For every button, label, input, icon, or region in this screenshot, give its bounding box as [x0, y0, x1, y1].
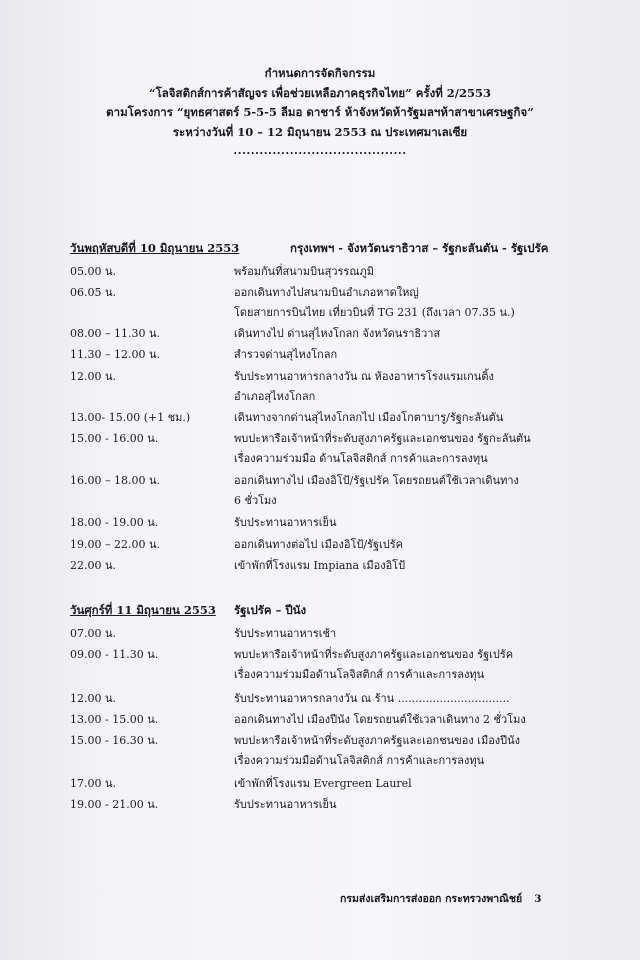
row-activity-text: รับประทานอาหารเย็น — [234, 798, 337, 811]
row-activity-text: พบปะหารือเจ้าหน้าที่ระดับสูงภาครัฐและเอกชนของ รัฐเปรัค — [234, 648, 514, 661]
document-header — [0, 64, 640, 157]
row-activity-detail: อำเภอสุไหงโกลก — [234, 390, 316, 403]
day2-route: รัฐเปรัค – ปีนัง — [234, 603, 307, 617]
row-time: 22.00 น. — [70, 559, 117, 572]
row-activity-detail: 6 ชั่วโมง — [234, 494, 277, 507]
row-activity — [234, 689, 510, 709]
row-activity — [234, 710, 526, 730]
header-dates: ระหว่างวันที่ 10 – 12 มิถุนายน 2553 ณ ประเทศมาเลเซีย — [172, 124, 468, 139]
row-activity-detail: เรื่องความร่วมมือด้านโลจิสติกส์ การค้าและการลงทุน — [234, 668, 485, 681]
row-activity-text: ออกเดินทางไปสนามบินอำเภอหาดใหญ่ — [234, 286, 419, 299]
row-activity — [234, 367, 494, 407]
row-activity — [234, 774, 412, 794]
day2-heading — [70, 602, 306, 620]
header-divider: ........................................ — [233, 144, 407, 157]
row-activity — [234, 283, 515, 323]
row-time: 13.00 - 15.00 น. — [70, 713, 159, 726]
header-subtitle: “โลจิสติกส์การค้าสัญจร เพื่อช่วยเหลือภาคธุรกิจไทย” ครั้งที่ 2/2553 — [148, 85, 492, 100]
row-activity — [234, 324, 440, 344]
row-activity-text: รับประทานอาหารเช้า — [234, 627, 337, 640]
row-time: 12.00 น. — [70, 370, 117, 383]
row-time: 16.00 – 18.00 น. — [70, 474, 160, 487]
row-activity-text: รับประทานอาหารเย็น — [234, 516, 337, 529]
row-activity-text: เข้าพักที่โรงแรม Impiana เมืองอิโป้ — [234, 559, 406, 572]
row-activity-detail: เรื่องความร่วมมือด้านโลจิสติกส์ การค้าและการลงทุน — [234, 754, 485, 767]
row-time: 09.00 - 11.30 น. — [70, 648, 159, 661]
row-activity-detail: โดยสายการบินไทย เที่ยวบินที่ TG 231 (ถึงเวลา 07.35 น.) — [234, 306, 515, 319]
row-time: 17.00 น. — [70, 777, 117, 790]
row-activity — [234, 471, 519, 511]
row-activity-text: เดินทางจากด่านสุไหงโกลกไป เมืองโกตาบารู/รัฐกะลันตัน — [234, 411, 504, 424]
row-time: 13.00- 15.00 (+1 ชม.) — [70, 411, 191, 424]
row-activity-text: พบปะหารือเจ้าหน้าที่ระดับสูงภาครัฐและเอกชนของ เมืองปีนัง — [234, 734, 521, 747]
row-time: 07.00 น. — [70, 627, 117, 640]
row-activity-text: เดินทางไป ด่านสุไหงโกลก จังหวัดนราธิวาส — [234, 327, 441, 340]
row-time: 19.00 – 22.00 น. — [70, 538, 160, 551]
row-time: 12.00 น. — [70, 692, 117, 705]
page-footer — [340, 890, 541, 907]
row-activity-detail: เรื่องความร่วมมือ ด้านโลจิสติกส์ การค้าและการลงทุน — [234, 452, 488, 465]
row-time: 06.05 น. — [70, 286, 117, 299]
row-activity — [234, 624, 336, 644]
row-activity — [234, 429, 531, 469]
row-time: 18.00 - 19.00 น. — [70, 516, 159, 529]
row-activity — [234, 795, 336, 815]
row-activity — [234, 262, 374, 282]
row-activity-text: ออกเดินทางไป เมืองอิโป้/รัฐเปรัค โดยรถยนต์ใช้เวลาเดินทาง — [234, 474, 519, 487]
row-activity-text: พบปะหารือเจ้าหน้าที่ระดับสูงภาครัฐและเอกชนของ รัฐกะลันตัน — [234, 432, 531, 445]
row-activity — [234, 535, 403, 555]
row-activity-text: ออกเดินทางต่อไป เมืองอิโป้/รัฐเปรัค — [234, 538, 404, 551]
row-activity-text: รับประทานอาหารกลางวัน ณ ร้าน ................................ — [234, 692, 510, 705]
row-activity-text: พร้อมกันที่สนามบินสุวรรณภูมิ — [234, 265, 375, 278]
row-activity — [234, 408, 503, 428]
row-time: 15.00 - 16.30 น. — [70, 734, 159, 747]
row-activity — [234, 513, 336, 533]
row-activity-text: สำรวจด่านสุไหงโกลก — [234, 348, 338, 361]
row-activity — [234, 731, 520, 771]
row-activity-text: เข้าพักที่โรงแรม Evergreen Laurel — [234, 777, 412, 790]
row-time: 15.00 - 16.00 น. — [70, 432, 159, 445]
day1-date: วันพฤหัสบดีที่ 10 มิถุนายน 2553 — [70, 241, 240, 255]
row-time: 05.00 น. — [70, 265, 117, 278]
day1-heading — [70, 240, 548, 258]
footer-organization: กรมส่งเสริมการส่งออก กระทรวงพาณิชย์ — [340, 893, 523, 905]
page-number: 3 — [534, 893, 542, 905]
row-activity — [234, 645, 513, 685]
row-activity-text: รับประทานอาหารกลางวัน ณ ห้องอาหารโรงแรมเกนติ้ง — [234, 370, 494, 383]
row-time: 08.00 – 11.30 น. — [70, 327, 160, 340]
header-project: ตามโครงการ “ยุทธศาสตร์ 5-5-5 ลีมอ ดาชาร์ ห้าจังหวัดห้ารัฐมลฯห้าสาขาเศรษฐกิจ” — [106, 105, 534, 119]
row-activity-text: ออกเดินทางไป เมืองปีนัง โดยรถยนต์ใช้เวลาเดินทาง 2 ชั่วโมง — [234, 713, 526, 726]
row-time: 19.00 - 21.00 น. — [70, 798, 159, 811]
day2-date: วันศุกร์ที่ 11 มิถุนายน 2553 — [70, 603, 216, 617]
row-activity — [234, 345, 337, 365]
day1-route: กรุงเทพฯ - จังหวัดนราธิวาส – รัฐกะลันตัน - รัฐเปรัค — [290, 241, 549, 255]
header-title: กำหนดการจัดกิจกรรม — [264, 66, 376, 80]
row-time: 11.30 – 12.00 น. — [70, 348, 160, 361]
row-activity — [234, 556, 405, 576]
